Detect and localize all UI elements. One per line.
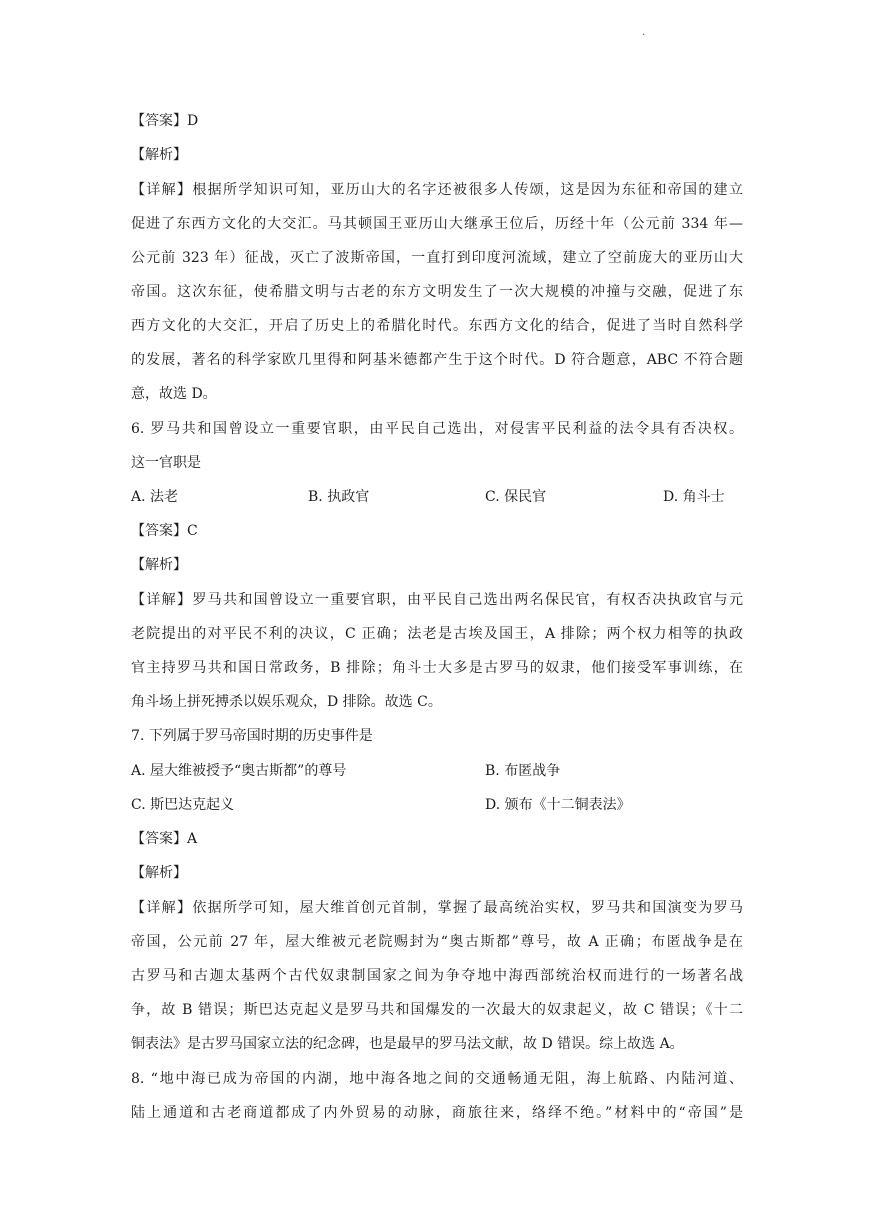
explanation-q7-line: 铜表法》是古罗马国家立法的纪念碑，也是最早的罗马法文献，故 D 错误。综上故选 A。 (131, 1036, 684, 1052)
answer-label-q5: 【答案】D (131, 113, 199, 129)
question-8-stem: 陆上通道和古老商道都成了内外贸易的动脉，商旅往来，络绎不绝。”材料中的“帝国”是 (131, 1105, 743, 1121)
option-a: A. 法老 (131, 489, 179, 505)
option-d: D. 颁布《十二铜表法》 (485, 797, 631, 813)
explanation-q6-line: 角斗场上拼死搏杀以娱乐观众，D 排除。故选 C。 (131, 694, 442, 710)
option-b: B. 布匿战争 (485, 763, 561, 779)
question-6-stem: 6. 罗马共和国曾设立一重要官职，由平民自己选出，对侵害平民利益的法令具有否决权。 (131, 421, 743, 437)
question-7-options (131, 761, 743, 781)
option-c: C. 斯巴达克起义 (131, 797, 235, 813)
answer-label-q7: 【答案】A (131, 831, 198, 847)
analysis-label-q7: 【解析】 (131, 865, 187, 881)
question-6-options (131, 487, 743, 507)
explanation-q5-line: 意，故选 D。 (131, 386, 217, 402)
explanation-q5-line: 促进了东西方文化的大交汇。马其顿国王亚历山大继承王位后，历经十年（公元前 334 年— (131, 216, 743, 232)
analysis-label-q5: 【解析】 (131, 147, 187, 163)
option-c: C. 保民官 (485, 489, 547, 505)
question-8-stem: 8. “地中海已成为帝国的内湖，地中海各地之间的交通畅通无阻，海上航路、内陆河道、 (131, 1071, 743, 1087)
option-d: D. 角斗士 (663, 489, 725, 505)
explanation-q7-line: 古罗马和古迦太基两个古代奴隶制国家之间为争夺地中海西部统治权而进行的一场著名战 (131, 968, 743, 984)
question-7-options (131, 795, 743, 815)
option-b: B. 执政官 (308, 489, 370, 505)
explanation-q5-line: 公元前 323 年）征战，灭亡了波斯帝国，一直打到印度河流域，建立了空前庞大的亚历山大 (131, 250, 743, 266)
explanation-q5-line: 帝国。这次东征，使希腊文明与古老的东方文明发生了一次大规模的冲撞与交融，促进了东 (131, 284, 743, 300)
explanation-q6-line: 【详解】罗马共和国曾设立一重要官职，由平民自己选出两名保民官，有权否决执政官与元 (131, 592, 743, 608)
question-7-stem: 7. 下列属于罗马帝国时期的历史事件是 (131, 728, 373, 744)
option-a: A. 屋大维被授予“奥古斯都”的尊号 (131, 763, 347, 779)
explanation-q7-line: 争，故 B 错误；斯巴达克起义是罗马共和国爆发的一次最大的奴隶起义，故 C 错误；《十二 (131, 1002, 743, 1018)
explanation-q7-line: 帝国，公元前 27 年，屋大维被元老院赐封为“奥古斯都”尊号，故 A 正确；布匿战争是在 (131, 934, 743, 950)
answer-label-q6: 【答案】C (131, 523, 198, 539)
page-marker: · (642, 30, 646, 41)
explanation-q7-line: 【详解】依据所学可知，屋大维首创元首制，掌握了最高统治实权，罗马共和国演变为罗马 (131, 900, 743, 916)
explanation-q5-line: 的发展，著名的科学家欧几里得和阿基米德都产生于这个时代。D 符合题意，ABC 不符合题 (131, 352, 743, 368)
explanation-q5-line: 西方文化的大交汇，开启了历史上的希腊化时代。东西方文化的结合，促进了当时自然科学 (131, 318, 743, 334)
explanation-q6-line: 老院提出的对平民不利的决议，C 正确；法老是古埃及国王，A 排除；两个权力相等的执政 (131, 626, 743, 642)
explanation-q5-line: 【详解】根据所学知识可知，亚历山大的名字还被很多人传颂，这是因为东征和帝国的建立 (131, 182, 743, 198)
explanation-q6-line: 官主持罗马共和国日常政务，B 排除；角斗士大多是古罗马的奴隶，他们接受军事训练，在 (131, 660, 743, 676)
analysis-label-q6: 【解析】 (131, 557, 187, 573)
question-6-stem: 这一官职是 (131, 455, 201, 471)
